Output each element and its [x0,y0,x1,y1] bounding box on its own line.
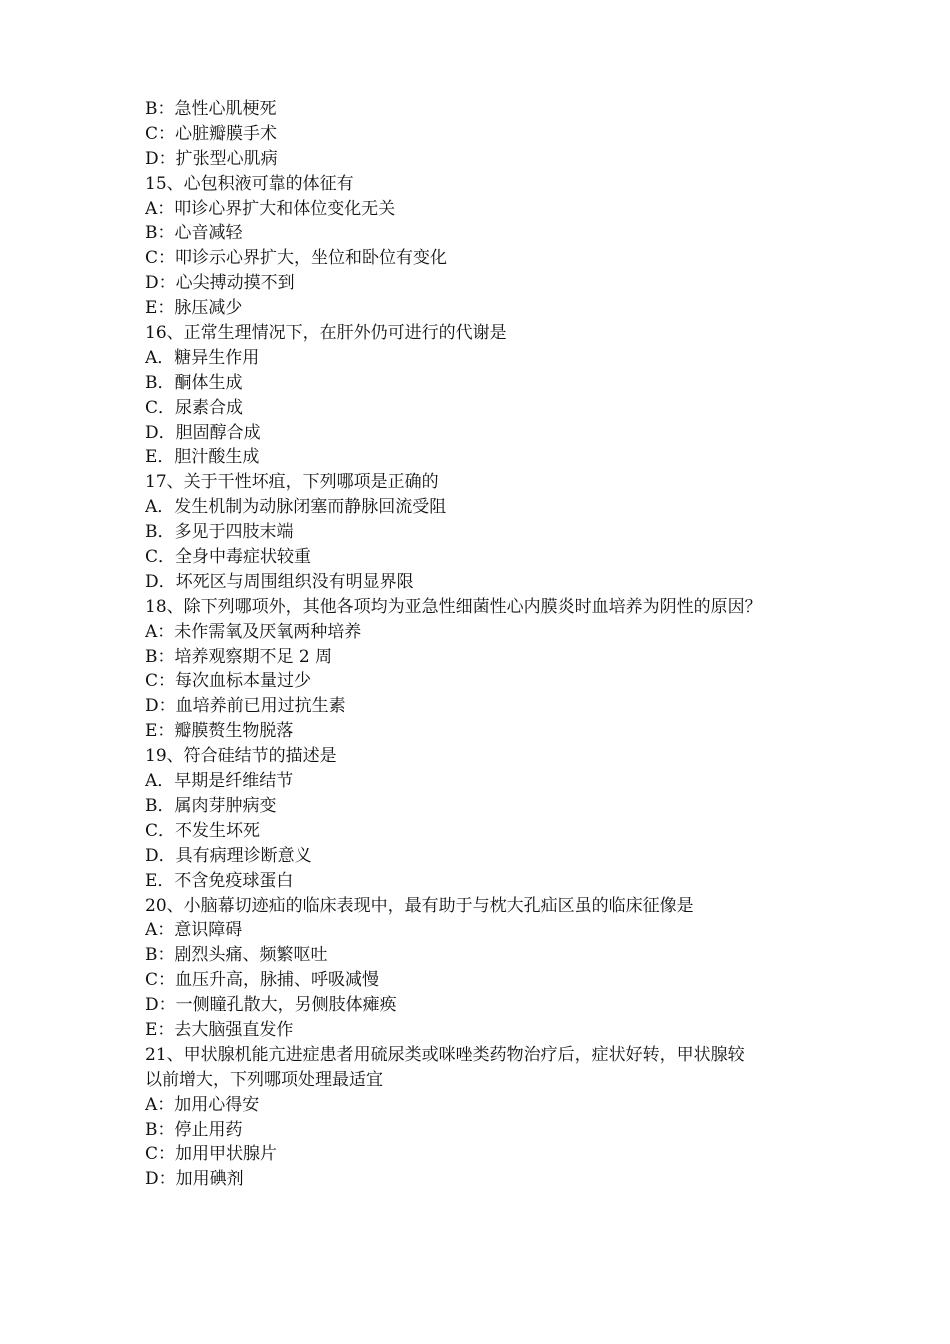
option-line: A：意识障碍 [145,920,243,941]
option-line: A．早期是纤维结节 [145,771,294,792]
question-21: 21、甲状腺机能亢进症患者用硫尿类或咪唑类药物治疗后，症状好转，甲状腺较 [145,1044,745,1065]
option-line: D．具有病理诊断意义 [145,845,312,866]
option-line: A：叩诊心界扩大和体位变化无关 [145,198,396,219]
question-15: 15、心包积液可靠的体征有 [145,173,354,194]
option-line: E：脉压减少 [145,298,243,319]
option-line: B：急性心肌梗死 [145,99,277,119]
option-line: B．多见于四肢末端 [145,522,294,543]
option-line: E：去大脑强直发作 [145,1019,294,1040]
option-line: B．酮体生成 [145,372,243,393]
option-line: C．不发生坏死 [145,820,261,841]
option-line: A：未作需氧及厌氧两种培养 [145,621,362,642]
option-line: B：停止用药 [145,1119,243,1140]
option-line: C．全身中毒症状较重 [145,547,312,568]
option-line: C：每次血标本量过少 [145,671,312,692]
option-line: C：心脏瓣膜手术 [145,123,278,144]
option-line: D：心尖搏动摸不到 [145,273,295,294]
option-line: D：加用碘剂 [145,1169,244,1190]
option-line: A．发生机制为动脉闭塞而静脉回流受阻 [145,497,447,518]
document-body [145,97,825,1192]
question-19: 19、符合硅结节的描述是 [145,746,337,767]
option-line: A：加用心得安 [145,1094,260,1115]
option-line: B：心音减轻 [145,223,243,244]
question-17: 17、关于干性坏疽，下列哪项是正确的 [145,472,439,493]
option-line: E：瓣膜赘生物脱落 [145,721,294,742]
option-line: E．不含免疫球蛋白 [145,870,294,891]
option-line: C：加用甲状腺片 [145,1144,278,1165]
option-line: E．胆汁酸生成 [145,447,260,468]
option-line: C：血压升高，脉捕、呼吸减慢 [145,970,380,991]
question-16: 16、正常生理情况下，在肝外仍可进行的代谢是 [145,323,507,344]
option-line: B：剧烈头痛、频繁呕吐 [145,945,328,966]
option-line: D：一侧瞳孔散大，另侧肢体瘫痪 [145,995,397,1016]
question-21-continued: 以前增大，下列哪项处理最适宜 [145,1069,383,1090]
option-line: D：血培养前已用过抗生素 [145,696,346,717]
question-20: 20、小脑幕切迹疝的临床表现中，最有助于与枕大孔疝区虽的临床征像是 [145,895,694,916]
option-line: B：培养观察期不足 2 周 [145,646,333,667]
option-line: D：扩张型心肌病 [145,148,278,169]
option-line: B．属肉芽肿病变 [145,795,277,816]
option-line: A．糖异生作用 [145,347,260,368]
option-line: D．坏死区与周围组织没有明显界限 [145,571,414,592]
option-line: D．胆固醇合成 [145,422,261,443]
option-line: C：叩诊示心界扩大，坐位和卧位有变化 [145,248,448,269]
option-line: C．尿素合成 [145,397,244,418]
question-18: 18、除下列哪项外，其他各项均为亚急性细菌性心内膜炎时血培养为阴性的原因？ [145,596,762,617]
